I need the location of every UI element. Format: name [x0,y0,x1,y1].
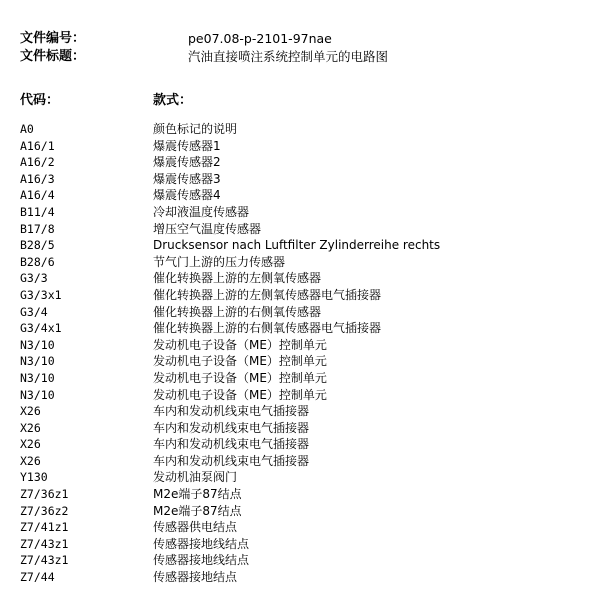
component-code: B17/8 [20,221,55,236]
list-item [20,154,590,171]
component-description: 冷却液温度传感器 [153,204,250,219]
list-item [20,353,590,370]
component-code: A16/2 [20,155,55,170]
component-code: Y130 [20,470,48,485]
component-description: 爆震传感器4 [153,188,221,203]
component-code: N3/10 [20,387,55,402]
component-description: 发动机电子设备（ME）控制单元 [153,387,327,402]
component-code: A0 [20,122,34,136]
component-code: X26 [20,437,41,452]
list-item [20,320,590,337]
component-list [20,121,590,586]
component-description: M2e端子87结点 [153,487,242,502]
list-item [20,370,590,387]
component-description: 发动机油泵阀门 [153,470,238,485]
list-item [20,469,590,486]
component-code: A16/4 [20,188,55,203]
list-item [20,254,590,271]
component-description: 传感器供电结点 [153,520,238,535]
component-description: 车内和发动机线束电气插接器 [153,437,310,452]
component-description: 传感器接地线结点 [153,536,250,551]
code-column-header: 代码： [20,93,60,108]
list-item [20,337,590,354]
component-code: X26 [20,404,41,419]
component-code: G3/4x1 [20,321,62,336]
list-item [20,121,590,138]
list-item [20,221,590,238]
list-item [20,270,590,287]
component-description: 催化转换器上游的左侧氧传感器 [153,271,322,286]
doc-number-value: pe07.08-p-2101-97nae [188,31,332,46]
component-code: B28/5 [20,238,55,253]
component-description: 催化转换器上游的左侧氧传感器电气插接器 [153,287,382,302]
list-item [20,519,590,536]
component-code: X26 [20,420,41,435]
list-item [20,387,590,404]
component-description: 车内和发动机线束电气插接器 [153,404,310,419]
list-item [20,486,590,503]
doc-number-label: 文件编号： [20,31,86,46]
component-code: Z7/36z2 [20,503,69,518]
component-code: X26 [20,453,41,468]
list-item [20,171,590,188]
component-description: 节气门上游的压力传感器 [153,254,286,269]
component-description: 爆震传感器3 [153,171,221,186]
component-code: N3/10 [20,354,55,369]
item-column-header: 款式： [153,93,193,108]
component-description: M2e端子87结点 [153,503,242,518]
list-item [20,287,590,304]
component-description: 爆震传感器1 [153,138,221,153]
doc-title-label: 文件标题： [20,49,86,64]
component-code: Z7/43z1 [20,553,69,568]
component-code: A16/1 [20,138,55,153]
list-item [20,503,590,520]
doc-title-value: 汽油直接喷注系统控制单元的电路图 [188,49,389,64]
component-description: 发动机电子设备（ME）控制单元 [153,354,327,369]
list-item [20,304,590,321]
component-description: 催化转换器上游的右侧氧传感器 [153,304,322,319]
component-code: Z7/43z1 [20,536,69,551]
list-item [20,552,590,569]
component-description: 颜色标记的说明 [153,122,238,136]
list-item [20,237,590,254]
list-item [20,138,590,155]
component-description: Drucksensor nach Luftfilter Zylinderreihe rechts [153,238,441,253]
component-description: 发动机电子设备（ME）控制单元 [153,370,327,385]
component-description: 催化转换器上游的右侧氧传感器电气插接器 [153,321,382,336]
component-code: Z7/44 [20,570,55,585]
component-code: B28/6 [20,254,55,269]
list-item [20,569,590,586]
component-code: N3/10 [20,370,55,385]
component-description: 发动机电子设备（ME）控制单元 [153,337,327,352]
list-item [20,536,590,553]
list-item [20,436,590,453]
list-item [20,403,590,420]
component-code: Z7/41z1 [20,520,69,535]
component-code: N3/10 [20,337,55,352]
list-item [20,187,590,204]
component-code: A16/3 [20,171,55,186]
component-code: G3/3x1 [20,287,62,302]
component-description: 传感器接地线结点 [153,553,250,568]
component-code: G3/4 [20,304,48,319]
list-item [20,204,590,221]
component-description: 车内和发动机线束电气插接器 [153,453,310,468]
list-item [20,420,590,437]
component-code: B11/4 [20,204,55,219]
component-code: Z7/36z1 [20,487,69,502]
component-description: 传感器接地结点 [153,570,238,585]
component-code: G3/3 [20,271,48,286]
component-description: 增压空气温度传感器 [153,221,262,236]
list-item [20,453,590,470]
component-description: 爆震传感器2 [153,155,221,170]
component-description: 车内和发动机线束电气插接器 [153,420,310,435]
